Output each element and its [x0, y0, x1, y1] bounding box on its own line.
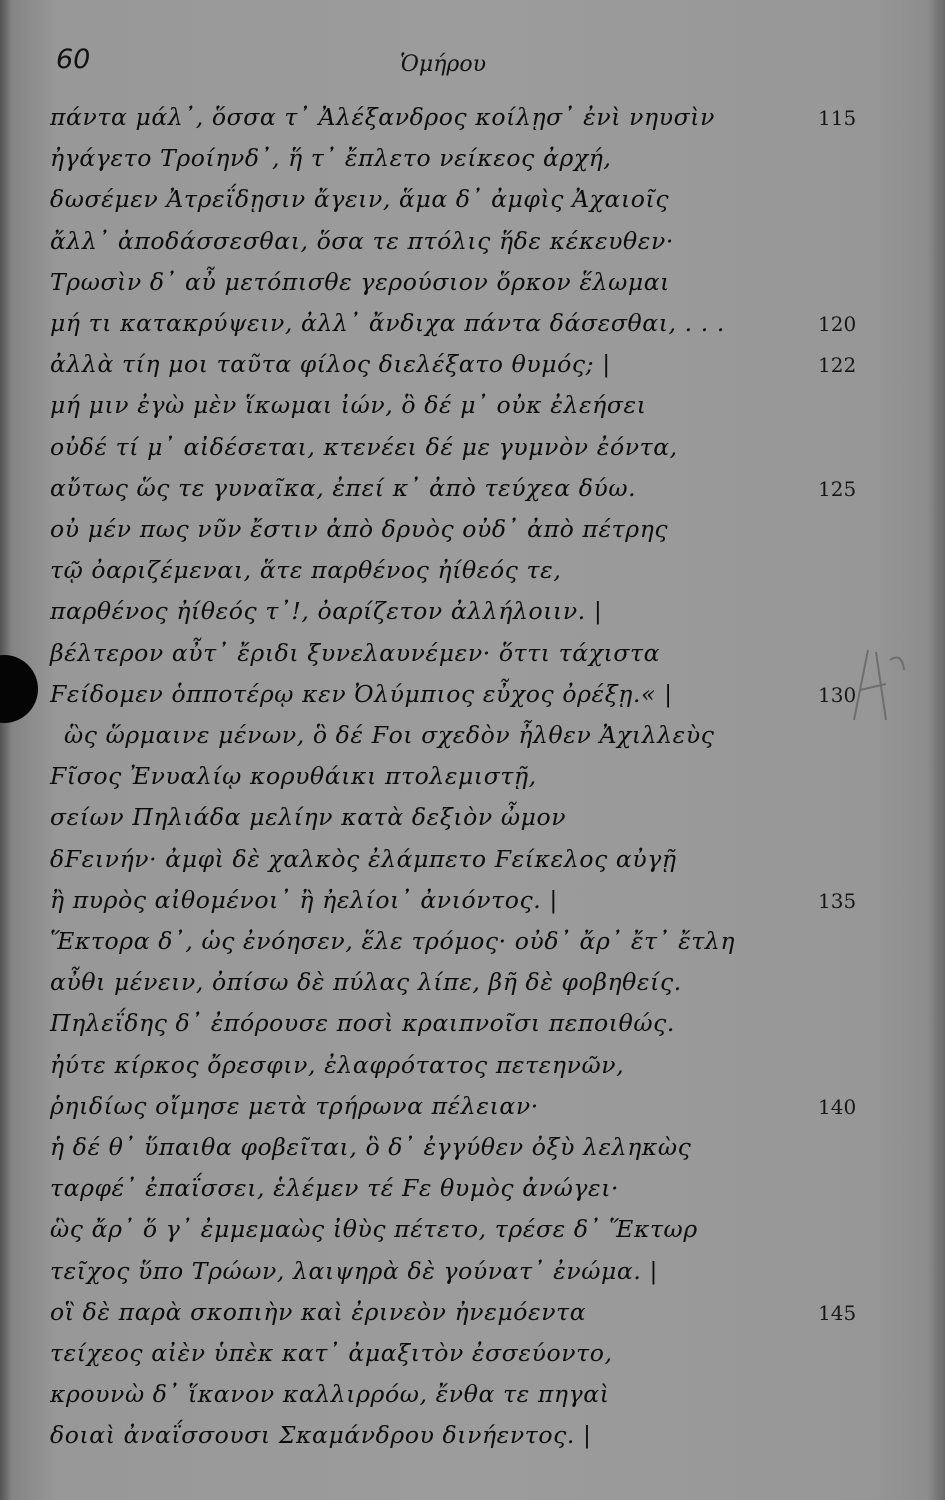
verse-line: Ἕκτορα δ᾽, ὡς ἐνόησεν, ἕλε τρόμος· οὐδ᾽ ἄρ᾽ ἔτ᾽ ἔτλη: [50, 927, 736, 955]
verse-line: δϜεινήν· ἀμφὶ δὲ χαλκὸς ἐλάμπετο Ϝείκελος αὐγῇ: [50, 845, 677, 873]
verse-line: ὣς ἄρ᾽ ὅ γ᾽ ἐμμεμαὼς ἰθὺς πέτετο, τρέσε δ᾽ Ἕκτωρ: [50, 1215, 698, 1243]
running-head: Ὁμήρου: [400, 52, 486, 77]
verse-line: πάντα μάλ᾽, ὅσσα τ᾽ Ἀλέξανδρος κοίλῃσ᾽ ἐνὶ νηυσὶν: [50, 103, 715, 131]
verse-line: Ϝείδομεν ὁπποτέρῳ κεν Ὀλύμπιος εὖχος ὀρέξῃ.« |: [50, 680, 673, 708]
verse-line: παρθένος ἠίθεός τ᾽!, ὀαρίζετον ἀλλήλοιιν. |: [50, 597, 603, 625]
line-number: 135: [818, 889, 857, 913]
line-number: 145: [818, 1301, 857, 1325]
verse-line: βέλτερον αὖτ᾽ ἔριδι ξυνελαυνέμεν· ὅττι τάχιστα: [50, 639, 661, 667]
verse-line: ἢ πυρὸς αἰθομένοι᾽ ἢ ἠελίοι᾽ ἀνιόντος. |: [50, 886, 558, 914]
verse-line: μή τι κατακρύψειν, ἀλλ᾽ ἄνδιχα πάντα δάσεσθαι, . . .: [50, 309, 725, 337]
verse-line: ἠύτε κίρκος ὄρεσφιν, ἐλαφρότατος πετεηνῶν,: [50, 1051, 625, 1079]
verse-line: Τρωσὶν δ᾽ αὖ μετόπισθε γερούσιον ὅρκον ἕλωμαι: [50, 268, 670, 296]
verse-line: τεῖχος ὕπο Τρώων, λαιψηρὰ δὲ γούνατ᾽ ἐνώμα. |: [50, 1257, 659, 1285]
verse-line: αὖθι μένειν, ὀπίσω δὲ πύλας λίπε, βῆ δὲ φοβηθείς.: [50, 968, 682, 996]
verse-line: δωσέμεν Ἀτρεΐδῃσιν ἄγειν, ἅμα δ᾽ ἀμφὶς Ἀχαιοῖς: [50, 185, 670, 213]
verse-line: μή μιν ἐγὼ μὲν ἵκωμαι ἰών, ὃ δέ μ᾽ οὐκ ἐλεήσει: [50, 391, 647, 419]
verse-line: ὣς ὥρμαινε μένων, ὃ δέ Ϝοι σχεδὸν ἦλθεν Ἀχιλλεὺς: [64, 721, 715, 749]
page-right-edge-shadow: [927, 0, 945, 1500]
verse-line: ῥηιδίως οἴμησε μετὰ τρήρωνα πέλειαν·: [50, 1092, 539, 1120]
line-number: 122: [818, 353, 857, 377]
page-left-edge-shadow: [0, 0, 12, 1500]
line-number: 130: [818, 683, 857, 707]
punch-hole: [0, 655, 38, 723]
line-number: 140: [818, 1095, 857, 1119]
page-number: 60: [56, 44, 91, 75]
verse-line: τείχεος αἰὲν ὑπὲκ κατ᾽ ἀμαξιτὸν ἐσσεύοντο,: [50, 1339, 613, 1367]
verse-line: οἳ δὲ παρὰ σκοπιὴν καὶ ἐρινεὸν ἠνεμόεντα: [50, 1298, 587, 1326]
verse-line: Ϝῖσος Ἐνυαλίῳ κορυθάικι πτολεμιστῇ,: [50, 762, 537, 790]
verse-line: ἄλλ᾽ ἀποδάσσεσθαι, ὅσα τε πτόλις ἥδε κέκευθεν·: [50, 227, 674, 255]
verse-line: ταρφέ᾽ ἐπαΐσσει, ἑλέμεν τέ Ϝε θυμὸς ἀνώγει·: [50, 1174, 620, 1202]
verse-line: Πηλεΐδης δ᾽ ἐπόρουσε ποσὶ κραιπνοῖσι πεποιθώς.: [50, 1009, 675, 1037]
line-number: 120: [818, 312, 857, 336]
line-number: 115: [818, 106, 857, 130]
verse-line: ἠγάγετο Τροίηνδ᾽, ἥ τ᾽ ἔπλετο νείκεος ἀρχή,: [50, 144, 612, 172]
line-number: 125: [818, 477, 857, 501]
verse-line: οὐ μέν πως νῦν ἔστιν ἀπὸ δρυὸς οὐδ᾽ ἀπὸ πέτρης: [50, 515, 669, 543]
verse-line: τῷ ὀαριζέμεναι, ἅτε παρθένος ἠίθεός τε,: [50, 556, 562, 584]
verse-line: οὐδέ τί μ᾽ αἰδέσεται, κτενέει δέ με γυμνὸν ἐόντα,: [50, 433, 678, 461]
verse-line: αὔτως ὥς τε γυναῖκα, ἐπεί κ᾽ ἀπὸ τεύχεα δύω.: [50, 474, 637, 502]
verse-line: κρουνὼ δ᾽ ἵκανον καλλιρρόω, ἔνθα τε πηγαὶ: [50, 1380, 610, 1408]
verse-line: ἡ δέ θ᾽ ὕπαιθα φοβεῖται, ὃ δ᾽ ἐγγύθεν ὀξὺ λεληκὼς: [50, 1133, 692, 1161]
verse-line: σείων Πηλιάδα μελίην κατὰ δεξιὸν ὦμον: [50, 803, 567, 831]
verse-line: ἀλλὰ τίη μοι ταῦτα φίλος διελέξατο θυμός; |: [50, 350, 611, 378]
verse-line: δοιαὶ ἀναΐσσουσι Σκαμάνδρου δινήεντος. |: [50, 1421, 592, 1449]
